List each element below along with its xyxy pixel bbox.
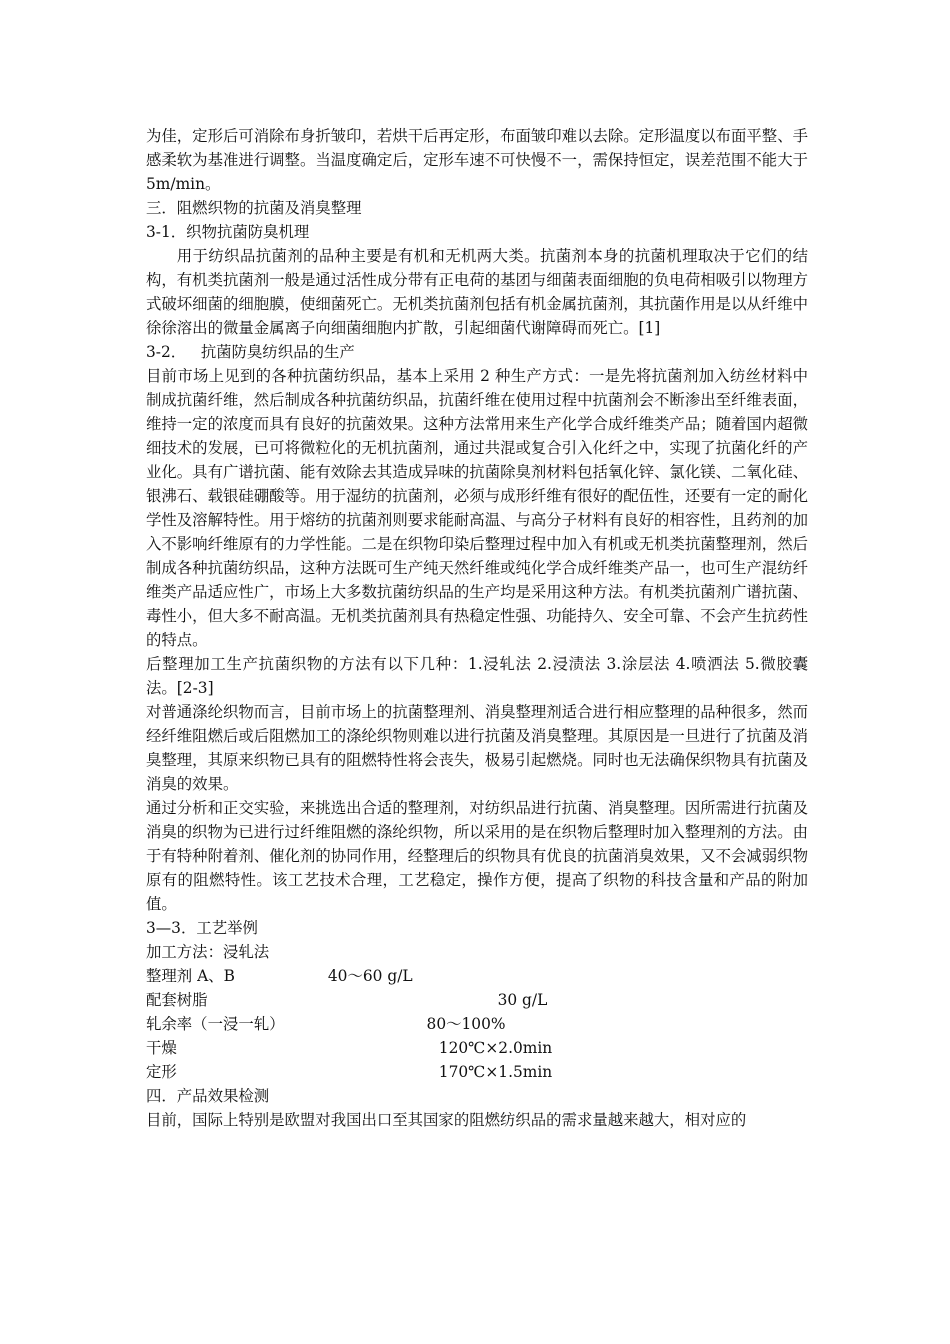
process-label: 整理剂 A、B (146, 967, 235, 985)
process-value: 40～60 g/L (327, 967, 413, 985)
process-value: 80～100% (426, 1015, 506, 1033)
process-label: 干燥 (146, 1039, 177, 1057)
paragraph-methods: 后整理加工生产抗菌织物的方法有以下几种：1.浸轧法 2.浸渍法 3.涂层法 4.喷洒法 5.微胶囊法。[2-3] (146, 655, 808, 697)
heading-section-3-3: 3—3．工艺举例 (146, 919, 258, 937)
process-row (146, 1012, 808, 1036)
process-value: 120℃×2.0min (438, 1039, 553, 1057)
process-row (146, 1036, 808, 1060)
process-method: 加工方法：浸轧法 (146, 943, 270, 961)
process-row (146, 988, 808, 1012)
paragraph-polyester: 对普通涤纶织物而言，目前市场上的抗菌整理剂、消臭整理剂适合进行相应整理的品种很多，然而经纤维阻燃后或后阻燃加工的涤纶织物则难以进行抗菌及消臭整理。其原因是一旦进行了抗菌及消臭整理，其原来织物已具有的阻燃特性将会丧失，极易引起燃烧。同时也无法确保织物具有抗菌及消臭的效果。 (146, 703, 808, 793)
heading-section-3: 三．阻燃织物的抗菌及消臭整理 (146, 199, 362, 217)
heading-section-3-2: 3-2． 抗菌防臭纺织品的生产 (146, 343, 355, 361)
process-label: 配套树脂 (146, 991, 208, 1009)
process-label: 轧余率（一浸一轧） (146, 1015, 285, 1033)
paragraph-analysis: 通过分析和正交实验，来挑选出合适的整理剂，对纺织品进行抗菌、消臭整理。因所需进行抗菌及消臭的织物为已进行过纤维阻燃的涤纶织物，所以采用的是在织物后整理时加入整理剂的方法。由于有特种附着剂、催化剂的协同作用，经整理后的织物具有优良的抗菌消臭效果，又不会减弱织物原有的阻燃特性。该工艺技术合理，工艺稳定，操作方便，提高了织物的科技含量和产品的附加值。 (146, 799, 808, 913)
process-value: 170℃×1.5min (438, 1063, 553, 1081)
heading-section-4: 四．产品效果检测 (146, 1087, 270, 1105)
process-value: 30 g/L (497, 991, 548, 1009)
heading-section-3-1: 3-1．织物抗菌防臭机理 (146, 223, 310, 241)
paragraph-mechanism: 用于纺织品抗菌剂的品种主要是有机和无机两大类。抗菌剂本身的抗菌机理取决于它们的结构，有机类抗菌剂一般是通过活性成分带有正电荷的基团与细菌表面细胞的负电荷相吸引以物理方式破坏细菌的细胞膜，使细菌死亡。无机类抗菌剂包括有机金属抗菌剂，其抗菌作用是以从纤维中徐徐溶出的微量金属离子向细菌细胞内扩散，引起细菌代谢障碍而死亡。[1] (146, 247, 808, 337)
paragraph-testing: 目前，国际上特别是欧盟对我国出口至其国家的阻燃纺织品的需求量越来越大，相对应的 (146, 1111, 747, 1129)
process-row (146, 964, 808, 988)
paragraph-production: 目前市场上见到的各种抗菌纺织品，基本上采用 2 种生产方式：一是先将抗菌剂加入纺丝材料中制成抗菌纤维，然后制成各种抗菌纺织品，抗菌纤维在使用过程中抗菌剂会不断渗出至纤维表面，维持一定的浓度而具有良好的抗菌效果。这种方法常用来生产化学合成纤维类产品；随着国内超微细技术的发展，已可将微粒化的无机抗菌剂，通过共混或复合引入化纤之中，实现了抗菌化纤的产业化。具有广谱抗菌、能有效除去其造成异味的抗菌除臭剂材料包括氧化锌、氯化镁、二氧化硅、银沸石、载银硅硼酸等。用于湿纺的抗菌剂，必须与成形纤维有很好的配伍性，还要有一定的耐化学性及溶解特性。用于熔纺的抗菌剂则要求能耐高温、与高分子材料有良好的相容性，且药剂的加入不影响纤维原有的力学性能。二是在织物印染后整理过程中加入有机或无机类抗菌整理剂，然后制成各种抗菌纺织品，这种方法既可生产纯天然纤维或纯化学合成纤维类产品一，也可生产混纺纤维类产品适应性广，市场上大多数抗菌纺织品的生产均是采用这种方法。有机类抗菌剂广谱抗菌、毒性小，但大多不耐高温。无机类抗菌剂具有热稳定性强、功能持久、安全可靠、不会产生抗药性的特点。 (146, 367, 808, 649)
process-row (146, 1060, 808, 1084)
process-label: 定形 (146, 1063, 177, 1081)
paragraph-intro: 为佳，定形后可消除布身折皱印，若烘干后再定形，布面皱印难以去除。定形温度以布面平整、手感柔软为基准进行调整。当温度确定后，定形车速不可快慢不一，需保持恒定，误差范围不能大于 5m/min。 (146, 127, 808, 193)
document-body (146, 124, 808, 1132)
